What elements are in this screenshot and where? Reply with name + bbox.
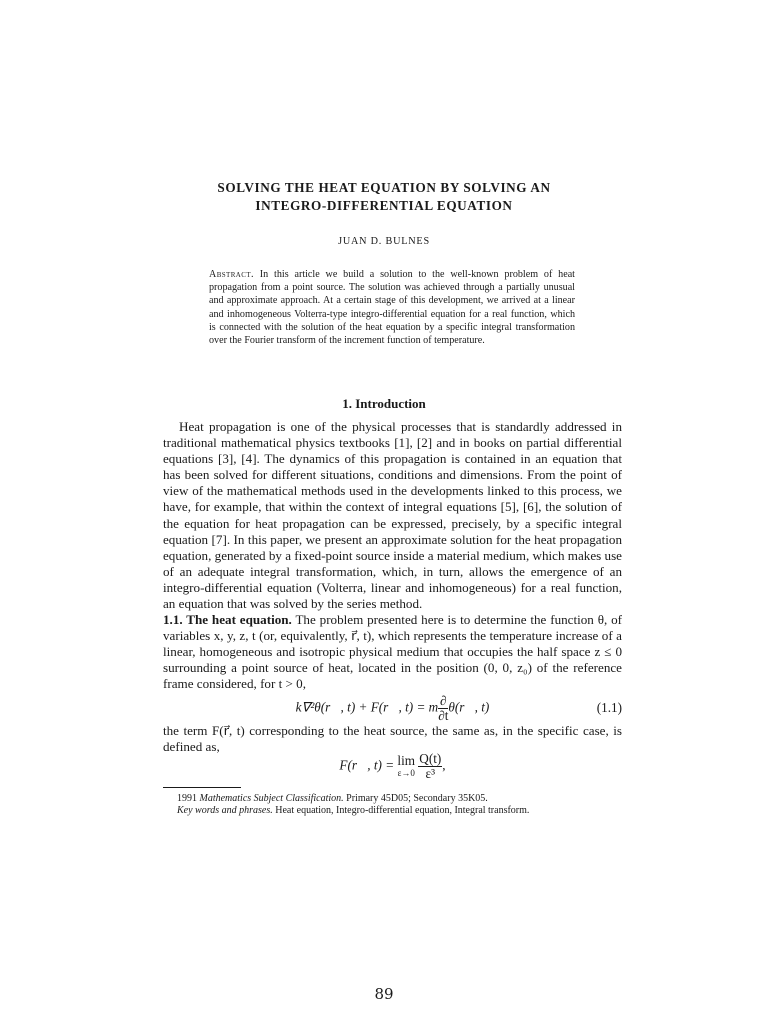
page-number: 89 (374, 985, 394, 1003)
eq1-left: k∇²θ(r⃗, t) + F(r⃗, t) = m (295, 699, 439, 715)
subsection-paragraph-2 (163, 723, 622, 755)
abstract-text: In this article we build a solution to the well-known problem of heat propagation from a point source. The solution was achieved through a partially unusual and approximate approach. At a certain stage of this development, we arrived at a linear and inhomogeneous Volterra-type integro-differential equation for a real function, which is connected with the solution of the heat equation by a specific integral transformation over the Fourier transform of the increment function of temperature. (209, 269, 575, 347)
footnote-msc (163, 793, 622, 806)
intro-paragraph (163, 419, 622, 612)
kw-label: Key words and phrases. (177, 805, 273, 816)
paper-title-line-2: INTEGRO-DIFFERENTIAL EQUATION (255, 198, 513, 213)
eq2-frac-top: Q(t) (419, 751, 442, 766)
eq2-left: F(r⃗, t) = (339, 757, 398, 773)
kw-text: Heat equation, Integro-differential equation, Integral transform. (275, 805, 530, 816)
paper-title-line-1: SOLVING THE HEAT EQUATION BY SOLVING AN (217, 180, 551, 195)
equation-1-1 (163, 694, 622, 724)
eq1-frac-bot: ∂t (438, 708, 449, 723)
subsection-paragraph (163, 612, 622, 692)
author-name: JUAN D. BULNES (338, 236, 430, 247)
abstract (209, 268, 575, 347)
eq1-right: θ(r⃗, t) (448, 699, 490, 715)
eq2-limit (397, 752, 415, 779)
msc-text: Primary 45D05; Secondary 35K05. (346, 793, 488, 804)
footnote-keywords (163, 805, 622, 818)
abstract-label: Abstract. (209, 269, 254, 280)
subsection-heading: 1.1. The heat equation. (163, 612, 292, 627)
msc-year: 1991 (177, 793, 197, 804)
subsection-text-a: The problem presented here is to determine the function θ, of variables x, y, z, t (or, equivalently, r⃗, t), which represents the temperature increase of a linear, homogeneous and isotropic physical medium that occupies the half space z ≤ 0 surrounding a point source of heat, located in the position (0, 0, z₀) of the reference frame considered, for t > 0, (163, 612, 622, 692)
footnote-rule (163, 787, 241, 788)
eq2-lim-text: lim (397, 752, 415, 768)
eq2-lim-sub: ε→0 (397, 767, 415, 778)
subsection-text-b: the term F(r⃗, t) corresponding to the heat source, the same as, in the specific case, is defined as, (163, 723, 622, 755)
msc-label: Mathematics Subject Classification. (199, 793, 344, 804)
eq2-fraction (418, 752, 442, 781)
eq2-frac-bot: ε³ (425, 766, 436, 781)
eq1-derivative (438, 694, 448, 723)
eq1-frac-top: ∂ (440, 693, 447, 708)
section-heading: 1. Introduction (342, 396, 426, 411)
eq2-tail: , (442, 757, 446, 773)
equation-number: (1.1) (596, 700, 622, 715)
intro-text: Heat propagation is one of the physical processes that is standardly addressed in traditional mathematical physics textbooks [1], [2] and in books on partial differential equations [3], [4]. The dynamics of this propagation is contained in an equation that has been solved for different situations, conditions and dimensions. From the point of view of the mathematical methods used in the developments linked to this process, we have, for example, that within the context of integral equations [5], [6], the solution of the equation for heat propagation can be expressed, precisely, by a specific integral equation [7]. In this paper, we present an approximate solution for the heat propagation equation, generated by a fixed-point source inside a material medium, which makes use of an adequate integral transformation, which, in turn, allows the emergence of an integro-differential equation (Volterra, linear and inhomogeneous) for a real function, an equation that was solved by the series method. (163, 419, 622, 612)
equation-source (163, 752, 622, 782)
